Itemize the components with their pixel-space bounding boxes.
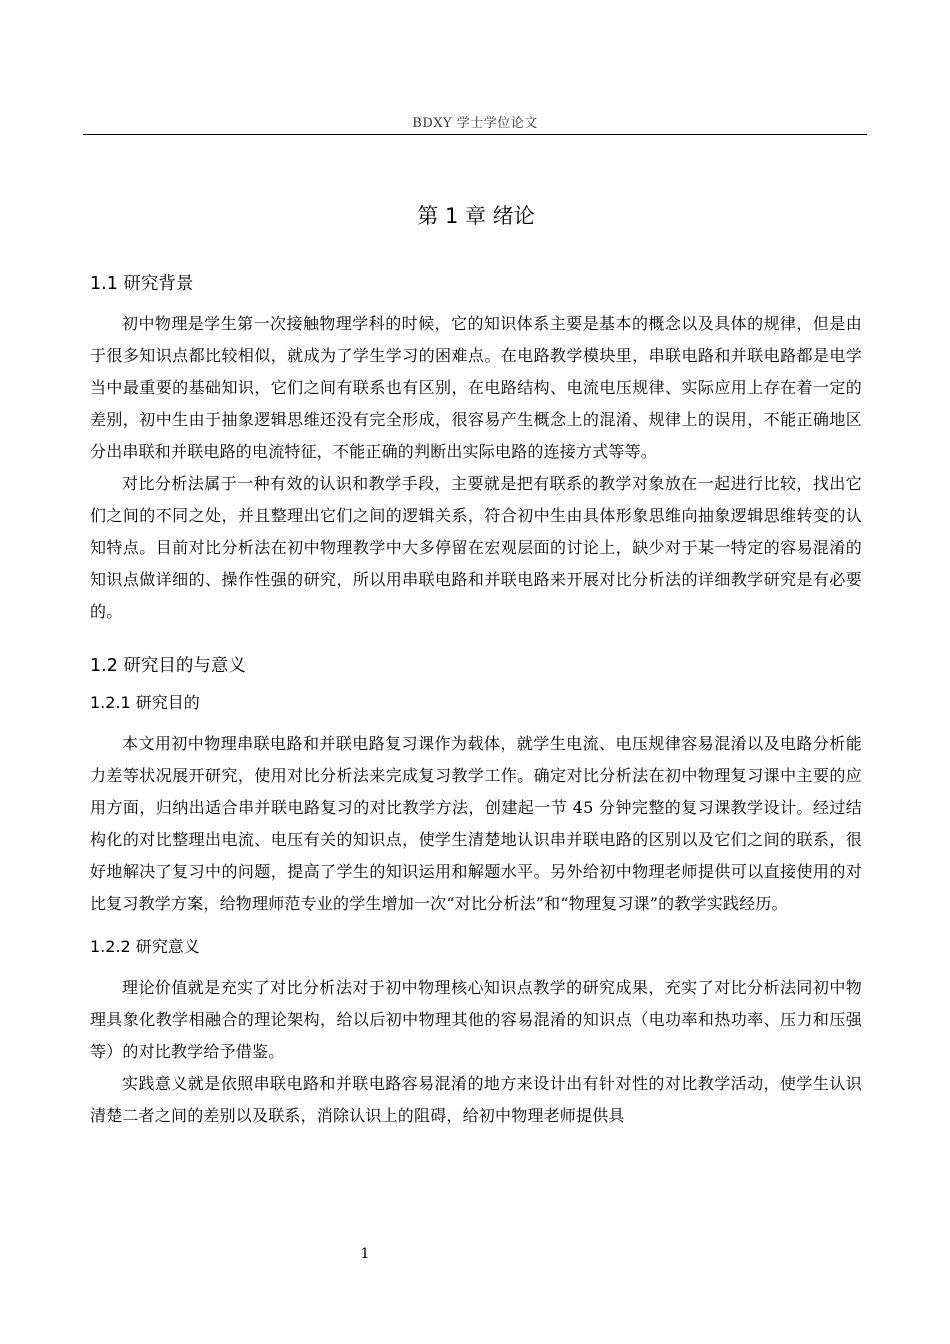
paragraph: 初中物理是学生第一次接触物理学科的时候，它的知识体系主要是基本的概念以及具体的规律，但是由于很多知识点都比较相似，就成为了学生学习的困难点。在电路教学模块里，串联电路和并联电路都是电学当中最重要的基础知识，它们之间有联系也有区别，在电路结构、电流电压规律、实际应用上存在着一定的差别，初中生由于抽象逻辑思维还没有完全形成，很容易产生概念上的混淆、规律上的误用，不能正确地区分出串联和并联电路的电流特征，不能正确的判断出实际电路的连接方式等等。 [90, 314, 862, 461]
paragraph: 对比分析法属于一种有效的认识和教学手段，主要就是把有联系的教学对象放在一起进行比较，找出它们之间的不同之处，并且整理出它们之间的逻辑关系，符合初中生由具体形象思维向抽象逻辑思维转变的认知特点。目前对比分析法在初中物理教学中大多停留在宏观层面的讨论上，缺少对于某一特定的容易混淆的知识点做详细的、操作性强的研究，所以用串联电路和并联电路来开展对比分析法的详细教学研究是有必要的。 [90, 474, 862, 621]
subsection-heading-1-2-2: 1.2.2 研究意义 [90, 937, 200, 956]
paragraph: 本文用初中物理串联电路和并联电路复习课作为载体，就学生电流、电压规律容易混淆以及电路分析能力差等状况展开研究，使用对比分析法来完成复习教学工作。确定对比分析法在初中物理复习课中主要的应用方面，归纳出适合串并联电路复习的对比教学方法，创建起一节 45 分钟完整的复习课教学设计。经过结构化的对比整理出电流、电压有关的知识点，使学生清楚地认识串并联电路的区别以及它们之间的联系，很好地解决了复习中的问题，提高了学生的知识运用和解题水平。另外给初中物理老师提供可以直接使用的对比复习教学方案，给物理师范专业的学生增加一次“对比分析法”和“物理复习课”的教学实践经历。 [90, 734, 862, 913]
page-content [90, 196, 862, 1132]
subsection-heading-1-2-1: 1.2.1 研究目的 [90, 693, 200, 712]
running-header: BDXY 学士学位论文 [412, 116, 538, 131]
header-rule [83, 134, 867, 135]
section-heading-1-2: 1.2 研究目的与意义 [90, 656, 246, 676]
paragraph: 实践意义就是依照串联电路和并联电路容易混淆的地方来设计出有针对性的对比教学活动，使学生认识清楚二者之间的差别以及联系，消除认识上的阻碍，给初中物理老师提供具 [90, 1074, 862, 1125]
chapter-title: 第 1 章 绪论 [417, 204, 535, 228]
page-number: 1 [360, 1246, 370, 1262]
paragraph: 理论价值就是充实了对比分析法对于初中物理核心知识点教学的研究成果，充实了对比分析法同初中物理具象化教学相融合的理论架构，给以后初中物理其他的容易混淆的知识点（电功率和热功率、压力和压强等）的对比教学给予借鉴。 [90, 978, 862, 1061]
section-heading-1-1: 1.1 研究背景 [90, 274, 194, 294]
